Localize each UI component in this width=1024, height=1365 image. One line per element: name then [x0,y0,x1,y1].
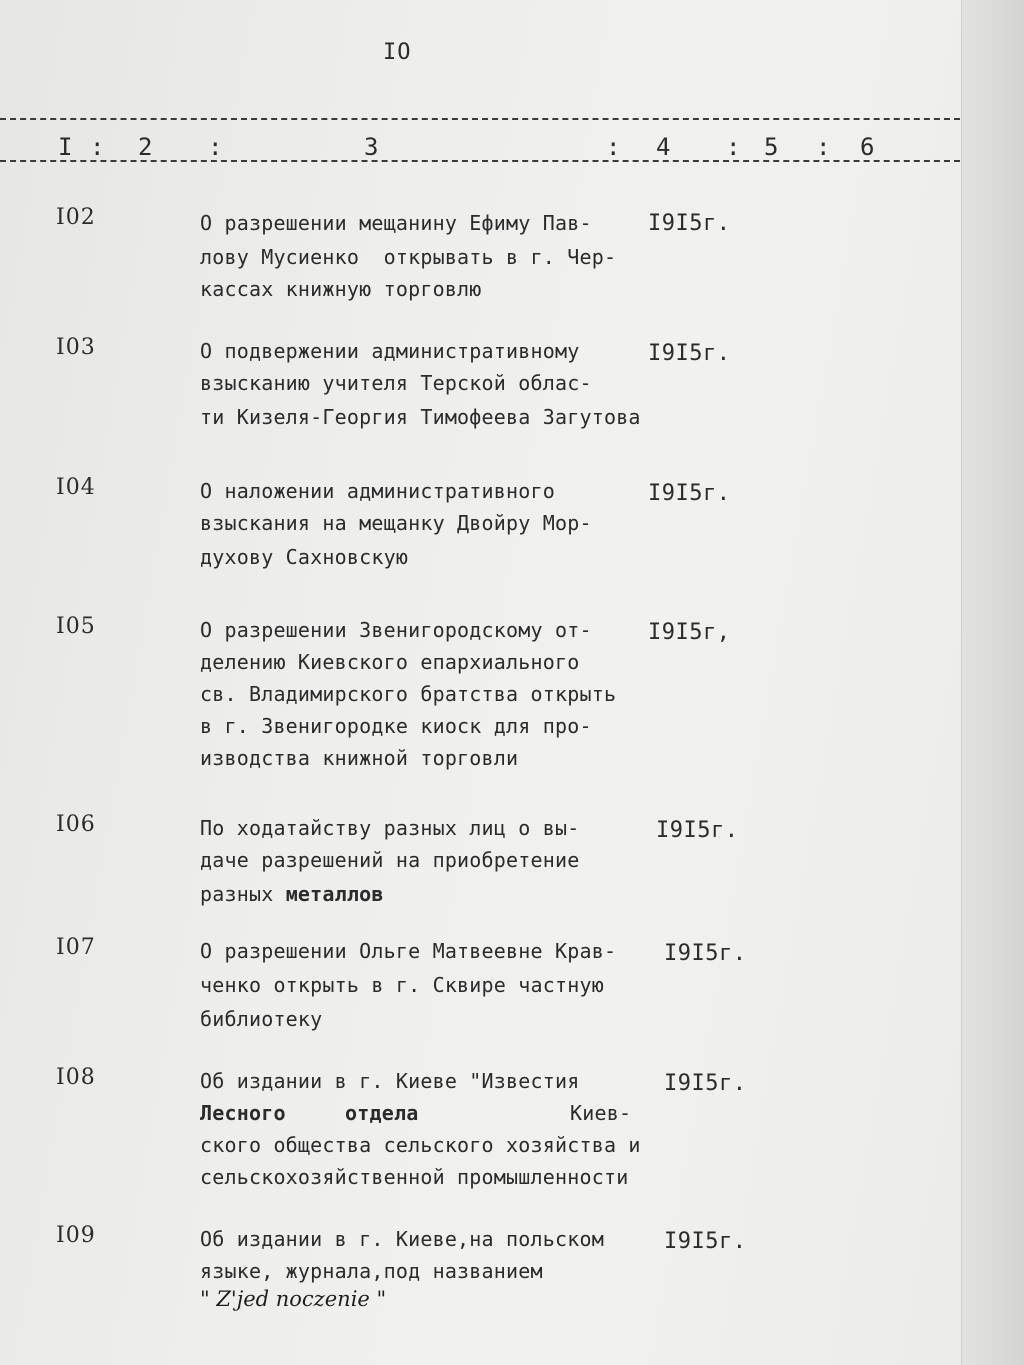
column-number-5: 5 [764,133,779,161]
column-number-2: 2 [138,133,153,161]
entry-year: I9I5г. [648,211,731,236]
entry-text-line: О подвержении административному [200,339,580,363]
entry-number: I02 [56,205,96,230]
handwritten-title: " Z'jed noczenie " [200,1287,387,1311]
entry-number: I08 [56,1065,96,1090]
entry-text-line: ти Кизеля-Георгия Тимофеева Загутова [200,405,641,429]
column-separator: : [208,133,223,161]
entry-number: I09 [56,1223,96,1248]
entry-text-line: О разрешении мещанину Ефиму Пав- [200,211,592,235]
header-rule-top [0,118,960,120]
entry-text-line: духову Сахновскую [200,545,409,569]
entry-year: I9I5г. [664,1229,747,1254]
entry-number: I03 [56,335,96,360]
column-number-3: 3 [364,133,379,161]
entry-text-line: сельскохозяйственной промышленности [200,1165,629,1189]
entry-text-line: св. Владимирского братства открыть [200,682,617,706]
column-separator: : [726,133,741,161]
entry-text-line: О наложении административного [200,479,555,503]
entry-text-line: лову Мусиенко открывать в г. Чер- [200,245,617,269]
entry-number: I05 [56,614,96,639]
entry-text-line: даче разрешений на приобретение [200,848,580,872]
column-separator: : [90,133,105,161]
entry-text-bold: Лесного [200,1101,286,1125]
entry-text-line: библиотеку [200,1007,323,1031]
entry-text-fragment: разных [200,882,286,906]
entry-text-line: Об издании в г. Киеве "Известия [200,1069,580,1093]
entry-text-bold: отдела [345,1101,419,1125]
entry-text-line: языке, журнала,под названием [200,1259,543,1283]
column-number-6: 6 [860,133,875,161]
underlying-page-edge [961,0,1024,1365]
entry-text-line [200,882,384,906]
column-separator: : [816,133,831,161]
entry-text-bold: металлов [285,882,384,906]
column-number-4: 4 [656,133,671,161]
header-rule-bottom [0,160,960,162]
entry-text-line: взыскания на мещанку Двойру Мор- [200,511,592,535]
entry-year: I9I5г. [648,341,731,366]
entry-year: I9I5г. [664,941,747,966]
entry-year: I9I5г. [648,481,731,506]
entry-text-line: делению Киевского епархиального [200,650,580,674]
entry-year: I9I5г. [656,818,739,843]
entry-text-line: в г. Звенигородке киоск для про- [200,714,592,738]
column-separator: : [606,133,621,161]
page-number: IO [383,40,412,65]
entry-number: I06 [56,812,96,837]
entry-text-line: взысканию учителя Терской облас- [200,371,592,395]
entry-text-line: ского общества сельского хозяйства и [200,1133,641,1157]
entry-text-line: О разрешении Звенигородскому от- [200,618,592,642]
entry-number: I07 [56,935,96,960]
column-number-1: I [58,133,73,161]
entry-text-line: ченко открыть в г. Сквире частную [200,973,604,997]
entry-text-line: По ходатайству разных лиц о вы- [200,816,580,840]
entry-text-line: О разрешении Ольге Матвеевне Крав- [200,939,617,963]
entry-year: I9I5г, [648,620,731,645]
entry-number: I04 [56,475,96,500]
entry-text-line: кассах книжную торговлю [200,277,482,301]
entry-text-line: изводства книжной торговли [200,746,519,770]
entry-text-line: Об издании в г. Киеве,на польском [200,1227,604,1251]
column-header-row [0,133,960,161]
entry-year: I9I5г. [664,1071,747,1096]
entry-text-line: Киев- [570,1101,632,1125]
